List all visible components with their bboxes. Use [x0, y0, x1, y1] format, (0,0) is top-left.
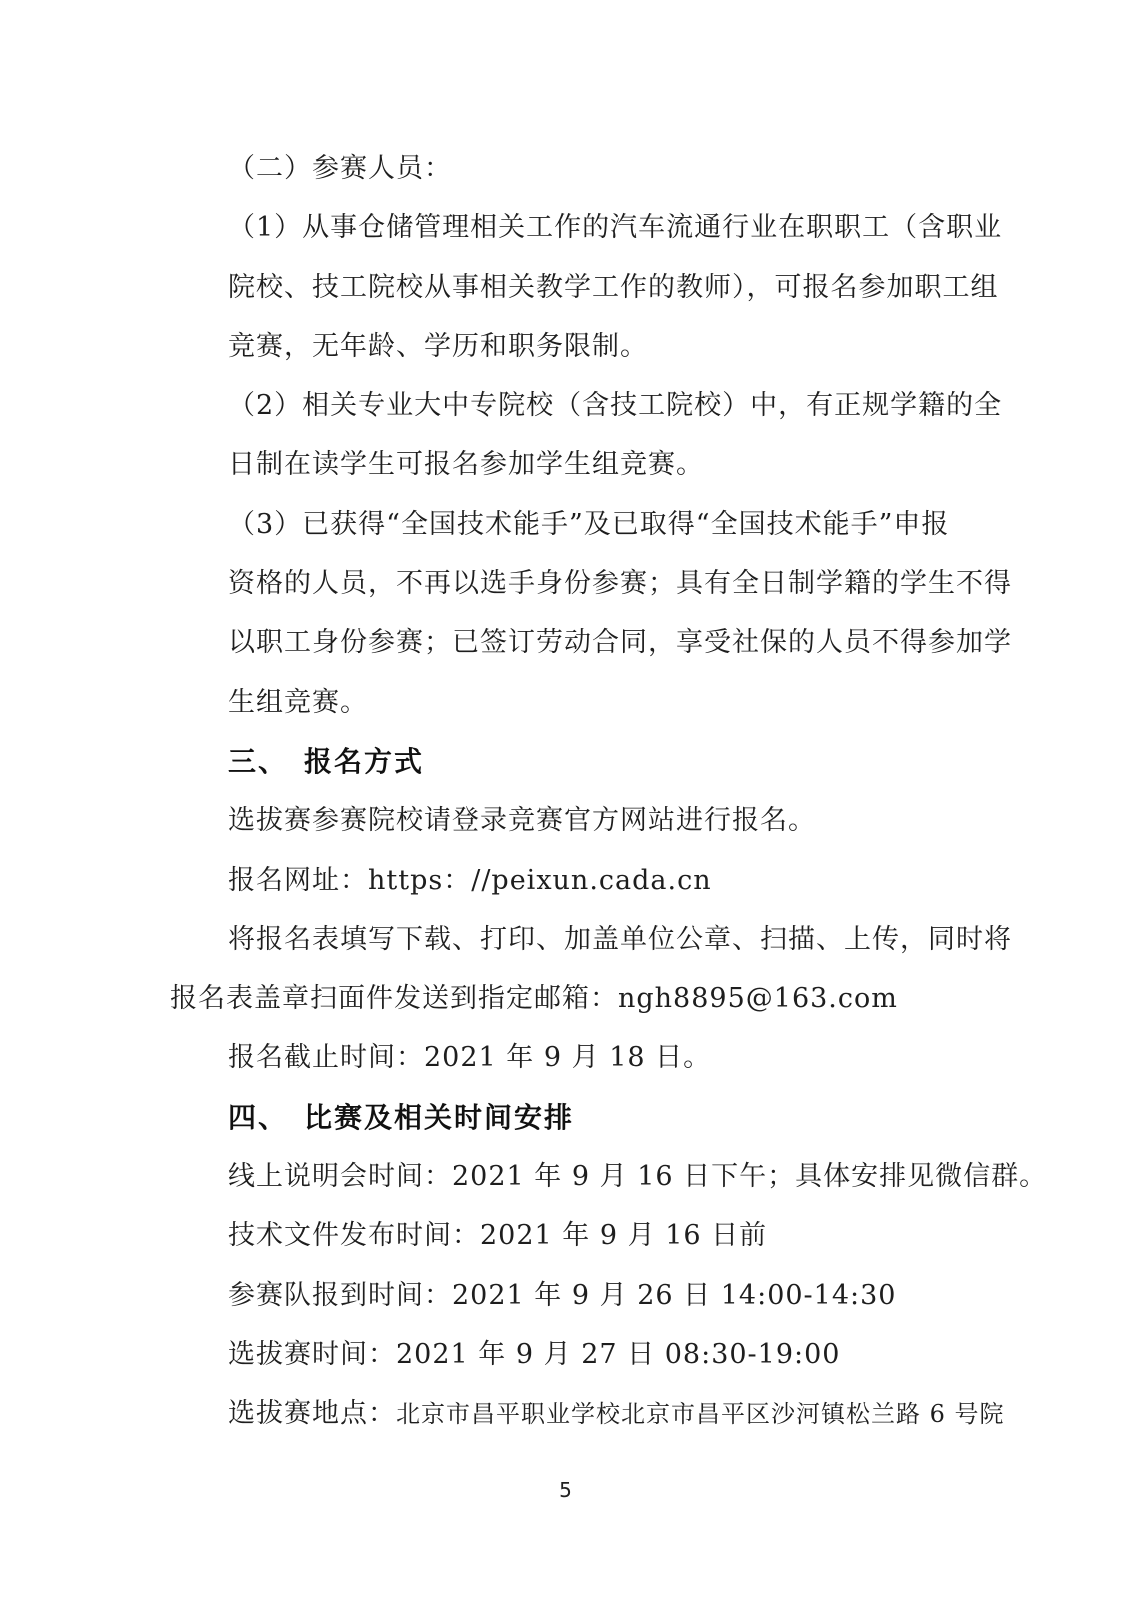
- venue-label: 选拔赛地点：: [228, 1398, 396, 1430]
- page-number: 5: [559, 1478, 572, 1502]
- registration-url: 报名网址：https：//peixun.cada.cn: [228, 864, 712, 896]
- section4-heading: 四、 比赛及相关时间安排: [228, 1100, 575, 1134]
- schedule-contest: 选拔赛时间：2021 年 9 月 27 日 08:30-19:00: [228, 1338, 841, 1370]
- item1-line1: （1）从事仓储管理相关工作的汽车流通行业在职职工（含职业: [228, 212, 1003, 244]
- venue-line: [170, 1384, 1005, 1444]
- item2-line2: 日制在读学生可报名参加学生组竞赛。: [228, 449, 704, 481]
- registration-form-line1: 将报名表填写下载、打印、加盖单位公章、扫描、上传，同时将: [228, 923, 1012, 955]
- item1-line2: 院校、技工院校从事相关教学工作的教师），可报名参加职工组: [228, 271, 999, 303]
- item3-line4: 生组竞赛。: [228, 686, 368, 718]
- registration-intro: 选拔赛参赛院校请登录竞赛官方网站进行报名。: [228, 805, 816, 837]
- item2-line1: （2）相关专业大中专院校（含技工院校）中，有正规学籍的全: [228, 390, 1003, 422]
- schedule-checkin: 参赛队报到时间：2021 年 9 月 26 日 14:00-14:30: [228, 1279, 897, 1311]
- schedule-techdoc: 技术文件发布时间：2021 年 9 月 16 日前: [228, 1220, 768, 1252]
- item3-line1: （3）已获得“全国技术能手”及已取得“全国技术能手”申报: [228, 508, 950, 540]
- section3-heading: 三、 报名方式: [228, 744, 425, 778]
- item3-line2: 资格的人员，不再以选手身份参赛；具有全日制学籍的学生不得: [228, 568, 1012, 600]
- registration-form-line2-email: 报名表盖章扫面件发送到指定邮箱：ngh8895@163.com: [170, 983, 898, 1015]
- venue-value: 北京市昌平职业学校北京市昌平区沙河镇松兰路 6 号院: [396, 1400, 1005, 1429]
- document-body: [170, 139, 1048, 1445]
- registration-deadline: 报名截止时间：2021 年 9 月 18 日。: [228, 1042, 712, 1074]
- section2-heading: （二）参赛人员：: [228, 153, 452, 184]
- item1-line3: 竞赛，无年龄、学历和职务限制。: [228, 330, 648, 362]
- schedule-briefing: 线上说明会时间：2021 年 9 月 16 日下午；具体安排见微信群。: [228, 1161, 1048, 1193]
- item3-line3: 以职工身份参赛；已签订劳动合同，享受社保的人员不得参加学: [228, 627, 1012, 659]
